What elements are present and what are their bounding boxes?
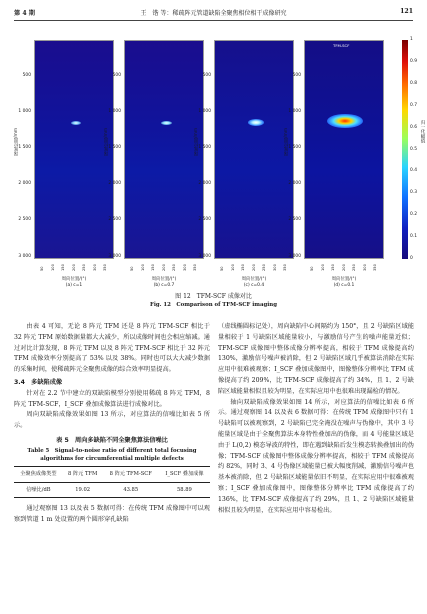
y-tick: 3 000 [108,254,121,259]
x-axis-label-a: 周向位置/(°) [61,277,87,282]
running-header-title: 王 锴 等：稀疏阵元管道缺陷全聚焦相位相干成像研究 [140,10,287,17]
table-title-en-line2: algorithms for circumferential multiple defects [40,455,184,462]
panel-label-d: (d) c=0.1 [333,283,355,288]
y-tick: 1 000 [108,109,121,114]
paragraph: （虚线椭圆标记处），周向缺陷中心间隔约为 150°，且 2 号缺陷区域能量相较于 1 号缺陷区域能量较小，与激励信号产生的噪声能量近似；TFM-SCF 成像图中整体成像分辨率提高，相较于 TFM 成像提高约 130%，激励信号噪声被消除，但 2 号缺陷区域几乎被算法消除在实际应用中很难被观察；I_SCF 叠加成像图中，图像整体分辨率比 TFM 成像提高了约 209%，比 TFM-SCF 成像提高了约 34%，且 1、2 号缺陷区域能量相似且较为明显，在实际应用中也很难出现漏检的情况。 [218,323,414,395]
table-title-en-line1: Table 5 Signal-to-noise ratio of different total focusing [27,447,197,454]
paragraph: 通过观察图 13 以及表 5 数据可得：在传统 TFM 成像图中可以观察到管道 1 m 处设置的两个圆形穿孔缺陷 [14,505,210,524]
x-axis-label-b: 周向位置/(°) [151,277,177,282]
snr-table [14,466,210,499]
panel-inner-title: TFM-SCF [333,43,350,48]
y-axis-label-d: 深度位置/mm [284,128,289,156]
colorbar-tick: 0.2 [410,212,417,218]
y-tick: 3 000 [198,254,211,259]
colorbar-tick: 0.4 [410,168,417,174]
colorbar-tick: 0.3 [410,190,417,196]
y-tick: 500 [292,73,301,78]
x-tick: 200 [341,264,346,271]
y-tick: 2 500 [108,217,121,222]
table-header-cell: I_SCF 叠加成像 [165,470,204,477]
x-tick: 250 [262,264,266,271]
y-tick: 2 500 [288,217,301,222]
y-tick: 3 000 [18,254,31,259]
table-cell: 58.89 [177,486,192,493]
x-axis-label-d: 周向位置/(°) [331,277,357,282]
y-tick: 1 500 [198,145,211,150]
x-axis-label-c: 周向位置/(°) [241,277,267,282]
x-tick: 100 [320,264,325,271]
x-tick: 300 [362,264,367,271]
x-tick: 250 [82,264,86,271]
y-axis-label-a: 深度位置/mm [14,128,19,156]
defect-spot [327,114,363,128]
y-tick: 1 000 [288,109,301,114]
x-tick: 100 [50,264,55,271]
y-tick: 2 500 [198,217,211,222]
x-tick: 350 [193,264,197,271]
table-cell: 43.85 [123,486,139,493]
table-header-cell: 8 阵元 TFM-SCF [109,470,152,477]
y-tick: 2 000 [18,181,31,186]
x-tick: 300 [92,264,97,271]
paragraph: 轴向双缺陷成像效果如图 14 所示，对应算法的信噪比如表 6 所示。通过观察图 14 以及表 6 数据可得：在传统 TFM 成像图中只有 1 号缺陷可以被观察到，2 号缺陷已完全淹没在噪声与伪像中，其中 3 号能量区域是由于全聚焦算法本身特性叠加出的伪像，而 4 号能量区域是由于 L(0,2) 模态导波的特性，即在遇到缺陷后发生模态转换叠加出的伪像；TFM-SCF 成像图中整体成像分辨率提高，相较于 TFM 成像提高约 82%，同时 3、4 号伪像区域能量已被大幅度削减，激励信号噪声也基本被消除，但 2 号缺陷区域能量依旧不明显，在实际应用中很难被观察；I_SCF 叠加成像图中，图像整体分辨率比 TFM 成像提高了约 136%，比 TFM-SCF 成像提高了约 29%，且 1、2 号缺陷区域能量相似且较为明显，在实际应用中容易检出。 [218,398,414,514]
table-title-cn: 表 5 周向多缺陷不同全聚焦算法信噪比 [56,436,168,444]
x-tick: 350 [373,264,377,271]
defect-spot [161,121,172,125]
x-tick: 350 [103,264,107,271]
y-tick: 1 500 [18,145,31,150]
left-column [14,322,210,526]
colorbar-tick: 0.9 [410,58,417,64]
x-tick: 50 [220,266,224,271]
y-tick: 3 000 [288,254,301,259]
y-tick: 500 [22,73,31,78]
section-heading: 3.4 多缺陷成像 [14,378,63,386]
y-tick: 1 000 [198,109,211,114]
y-tick: 2 500 [18,217,31,222]
figure-caption-en: Fig. 12 Comparison of TFM-SCF imaging [150,302,277,308]
colorbar [402,40,408,259]
tfm-scf-panel-b [124,40,204,259]
x-tick: 50 [40,266,44,271]
y-tick: 2 000 [288,181,301,186]
panel-label-a: (a) c=1 [65,283,83,288]
x-tick: 100 [230,264,235,271]
colorbar-tick: 0 [410,256,413,261]
x-tick: 200 [251,264,256,271]
x-tick: 300 [182,264,187,271]
x-tick: 150 [331,264,335,271]
x-tick: 350 [283,264,287,271]
y-axis-label-c: 深度位置/mm [194,128,199,156]
y-axis-label-b: 深度位置/mm [104,128,109,156]
y-tick: 500 [112,73,121,78]
tfm-scf-panel-d [304,40,384,259]
paragraph: 周向双缺陷成像效果如图 13 所示，对应算法的信噪比如表 5 所示。 [14,411,210,430]
x-tick: 150 [61,264,65,271]
paragraph: 由表 4 可知，无论 8 阵元 TFM 还是 8 阵元 TFM-SCF 相比于 32 阵元 TFM 原始数据量都大大减少，所以成像时间也会相应缩减。通过对比计算发现，8 阵元 TFM 以及 8 阵元 TFM-SCF 相比于 32 阵元 TFM 成像效率分别提高了 53% 以及 38%。同时也可以大大减少数据的采集时间，使稀疏阵元全聚焦成像的综合效率明显提高。 [14,323,210,374]
colorbar-tick: 0.5 [410,146,417,152]
tfm-scf-panel-a [34,40,114,259]
defect-spot [248,119,264,126]
x-tick: 150 [241,264,245,271]
colorbar-tick: 1 [410,37,413,42]
y-tick: 1 000 [18,109,31,114]
page-number: 121 [400,8,413,15]
figure-caption-cn: 图 12 TFM-SCF 成像对比 [175,293,252,300]
colorbar-label: 归一化幅值 [420,120,425,143]
colorbar-tick: 0.1 [410,234,417,240]
x-tick: 250 [172,264,176,271]
x-tick: 100 [140,264,145,271]
x-tick: 150 [151,264,155,271]
table-header-cell: 8 阵元 TFM [68,470,98,477]
colorbar-tick: 0.7 [410,102,417,108]
table-row [14,482,210,498]
panel-label-c: (c) c=0.4 [243,283,265,288]
paragraph: 针对在 2.2 节中建立的双缺陷模型分别使用稀疏 8 阵元 TFM，8 阵元 TFM-SCF，I_SCF 叠加成像算法进行成像对比。 [14,389,210,408]
x-tick: 250 [352,264,356,271]
panel-label-b: (b) c=0.7 [153,283,175,288]
table-cell: 19.02 [75,486,91,493]
x-tick: 200 [161,264,166,271]
colorbar-tick: 0.8 [410,80,417,86]
header-rule [14,20,413,21]
tfm-scf-panel-c [214,40,294,259]
x-tick: 200 [71,264,76,271]
colorbar-tick: 0.6 [410,124,417,130]
defect-spot [71,121,81,125]
x-tick: 50 [130,266,134,271]
table-5 [14,436,210,498]
table-header-row [14,466,210,482]
table-cell: 信噪比/dB [26,486,51,493]
table-header-cell: 全聚焦成像类型 [20,470,57,477]
y-tick: 1 500 [288,145,301,150]
y-tick: 1 500 [108,145,121,150]
y-tick: 500 [202,73,211,78]
x-tick: 50 [310,266,314,271]
running-header-issue: 第 4 期 [14,10,35,17]
y-tick: 2 000 [108,181,121,186]
x-tick: 300 [272,264,277,271]
right-column [218,322,414,516]
y-tick: 2 000 [198,181,211,186]
